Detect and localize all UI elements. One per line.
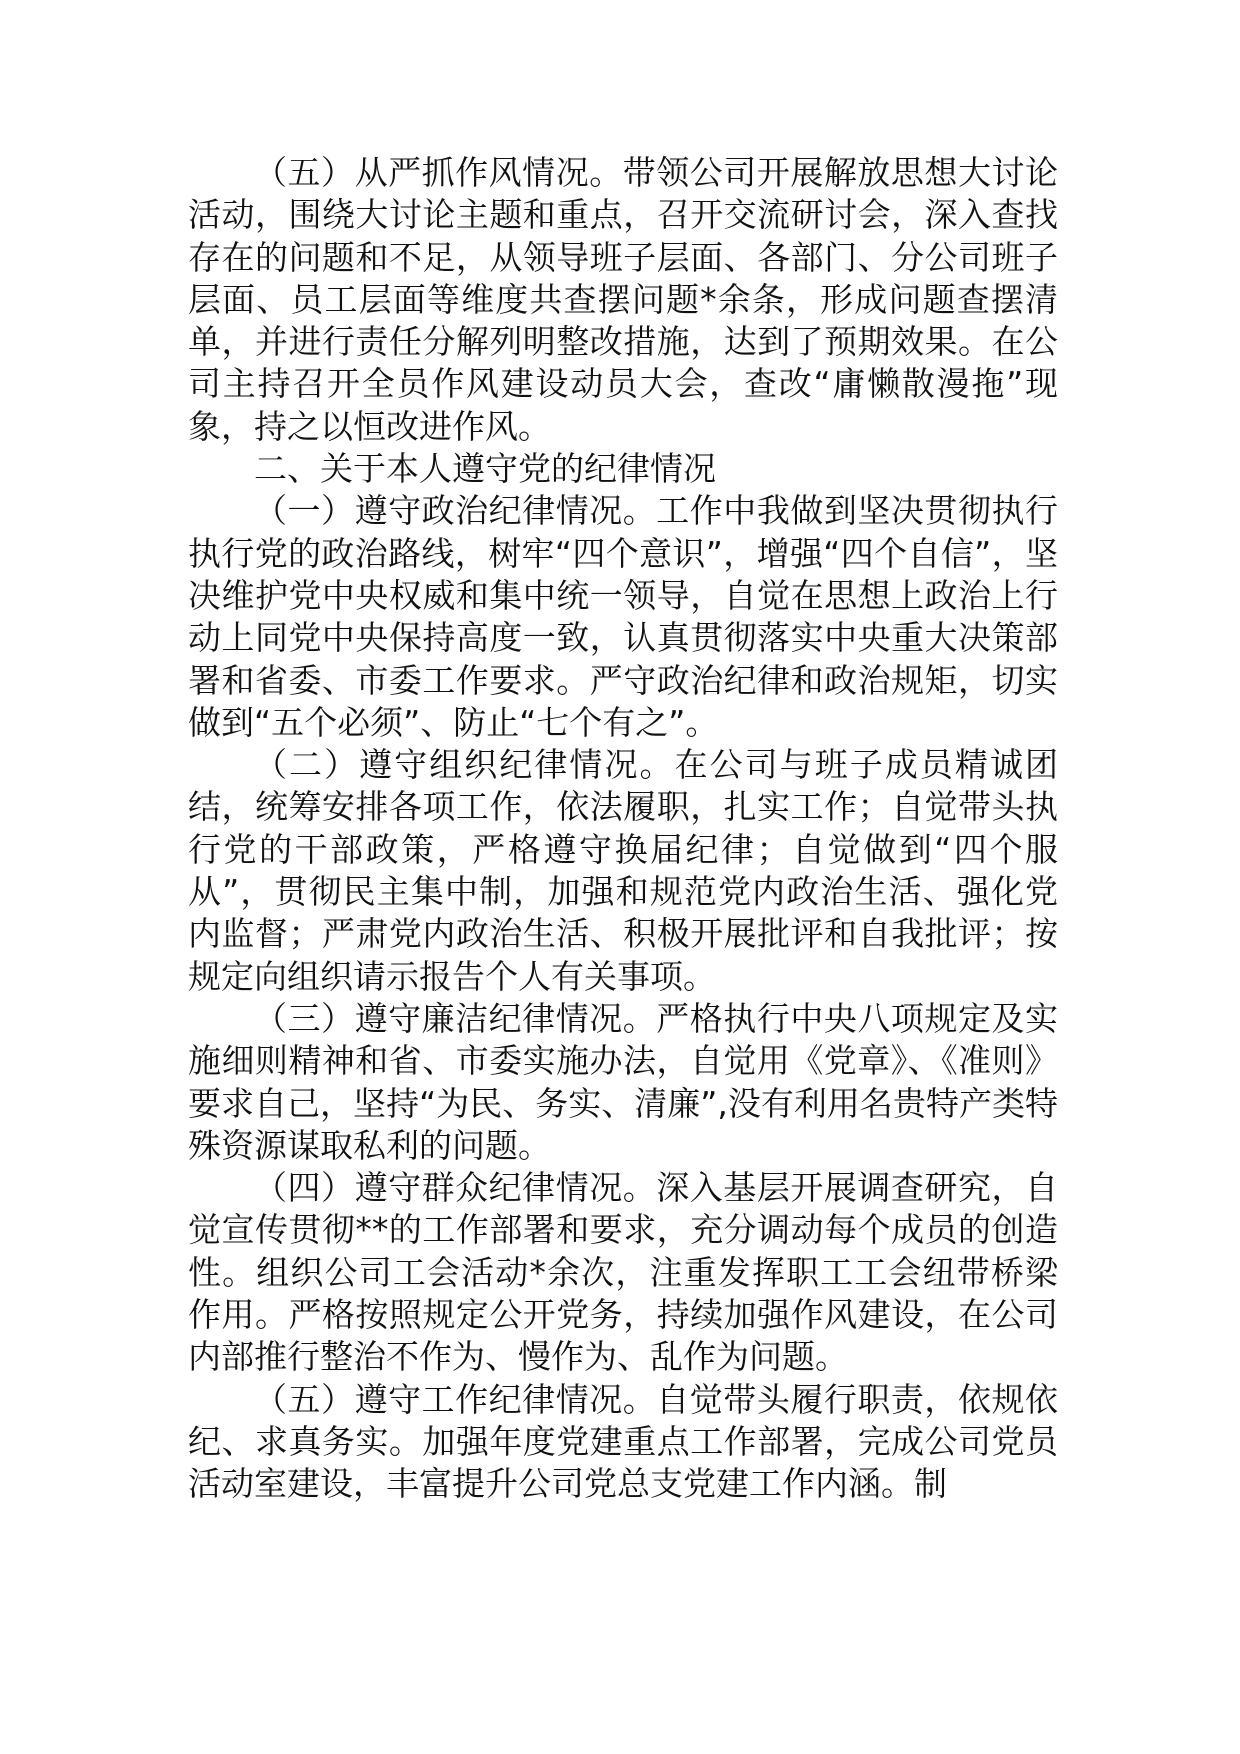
document-body (188, 152, 1058, 1506)
paragraph-organizational-discipline: （二）遵守组织纪律情况。在公司与班子成员精诚团结，统筹安排各项工作，依法履职，扎实工作；自觉带头执行党的干部政策，严格遵守换届纪律；自觉做到“四个服从”，贯彻民主集中制，加强和规范党内政治生活、强化党内监督；严肃党内政治生活、积极开展批评和自我批评；按规定向组织请示报告个人有关事项。 (188, 745, 1058, 996)
paragraph-work-discipline: （五）遵守工作纪律情况。自觉带头履行职责，依规依纪、求真务实。加强年度党建重点工作部署，完成公司党员活动室建设，丰富提升公司党总支党建工作内涵。制 (188, 1379, 1058, 1504)
paragraph-political-discipline: （一）遵守政治纪律情况。工作中我做到坚决贯彻执行执行党的政治路线，树牢“四个意识”，增强“四个自信”，坚决维护党中央权威和集中统一领导，自觉在思想上政治上行动上同党中央保持高度一致，认真贯彻落实中央重大决策部署和省委、市委工作要求。严守政治纪律和政治规矩，切实做到“五个必须”、防止“七个有之”。 (188, 491, 1058, 742)
paragraph-mass-discipline: （四）遵守群众纪律情况。深入基层开展调查研究，自觉宣传贯彻**的工作部署和要求，充分调动每个成员的创造性。组织公司工会活动*余次，注重发挥职工工会纽带桥梁作用。严格按照规定公开党务，持续加强作风建设，在公司内部推行整治不作为、慢作为、乱作为问题。 (188, 1168, 1058, 1377)
paragraph-style-inspection: （五）从严抓作风情况。带领公司开展解放思想大讨论活动，围绕大讨论主题和重点，召开交流研讨会，深入查找存在的问题和不足，从领导班子层面、各部门、分公司班子层面、员工层面等维度共查摆问题*余条，形成问题查摆清单，并进行责任分解列明整改措施，达到了预期效果。在公司主持召开全员作风建设动员大会，查改“庸懒散漫拖”现象，持之以恒改进作风。 (188, 153, 1058, 446)
paragraph-integrity-discipline: （三）遵守廉洁纪律情况。严格执行中央八项规定及实施细则精神和省、市委实施办法，自觉用《党章》、《准则》要求自己，坚持“为民、务实、清廉”,没有利用名贵特产类特殊资源谋取私利的问题。 (188, 998, 1058, 1165)
section-heading-party-discipline: 二、关于本人遵守党的纪律情况 (254, 449, 716, 489)
